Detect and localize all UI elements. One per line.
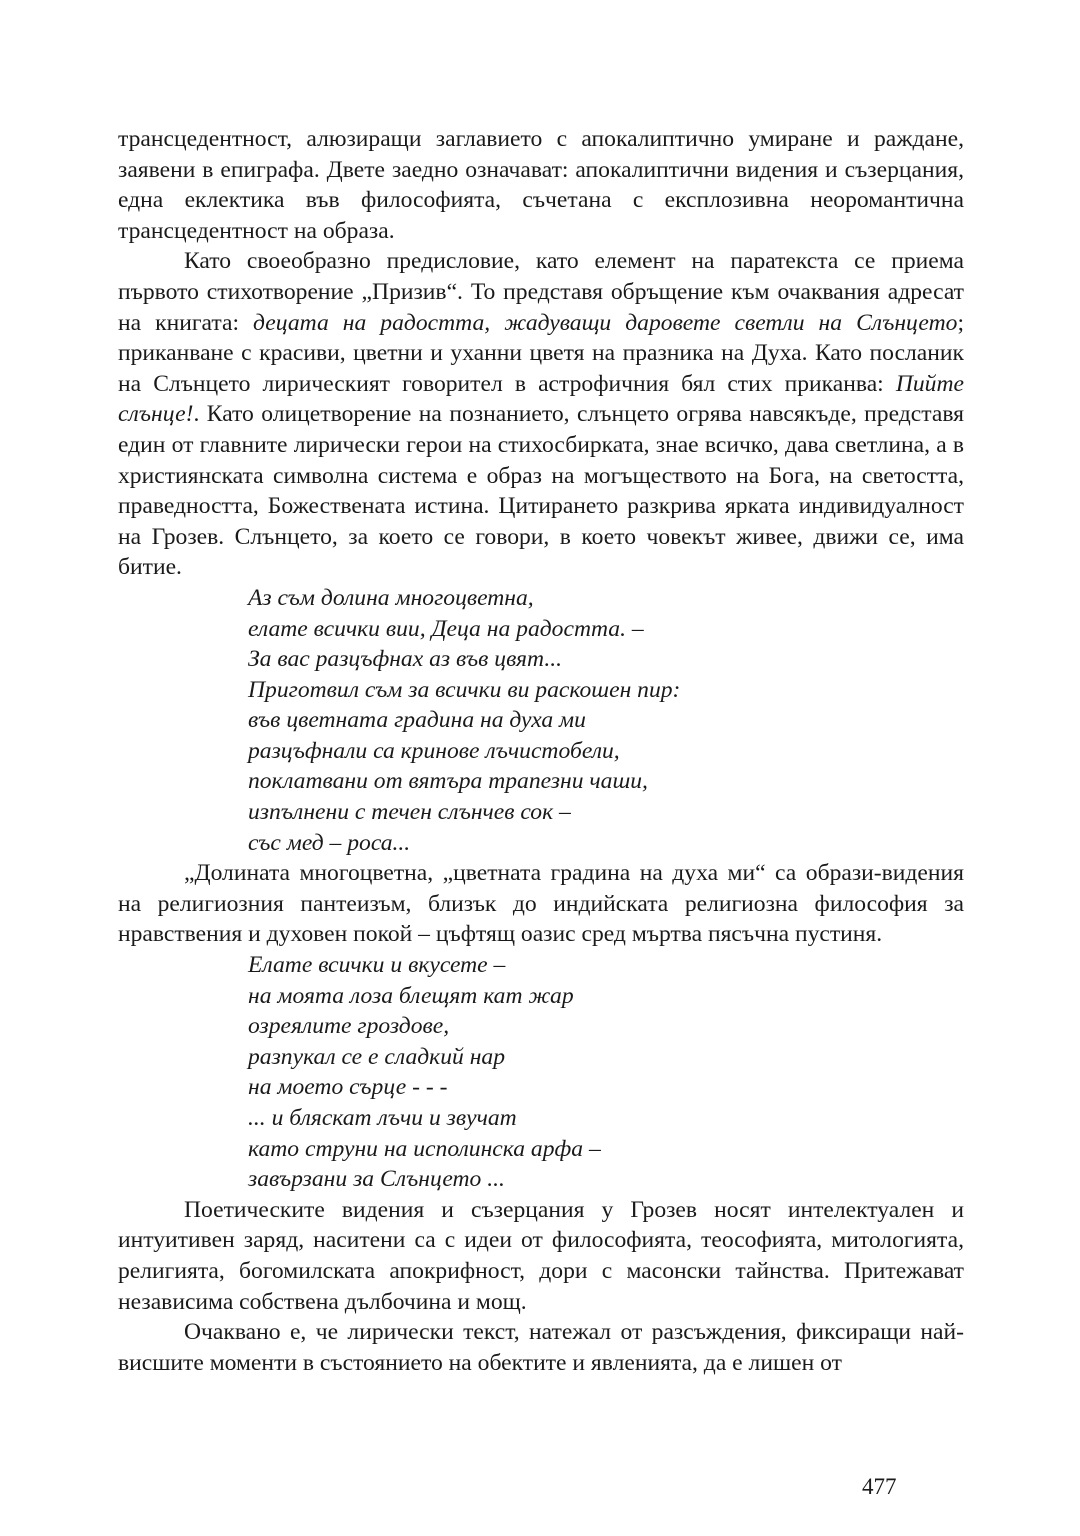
- poem-line: на моето сърце - - -: [248, 1074, 448, 1101]
- poem-line: разцъфнали са кринове лъчистобели,: [248, 737, 620, 764]
- paragraph-4: Поетическите видения и съзерцания у Грозев носят интелектуален и интуитивен заряд, наситени са с идеи от философията, теософията, митологията, религията, богомилската апокрифност, дори с масонски тайнства. Притежават независима собствена дълбочина и мощ.: [118, 1196, 964, 1315]
- paragraph-2-text-b: ; приканване с красиви, цветни и уханни цветя на празника на Духа. Като посланик на Слънцето лирическият говорител в астрофичния бял стих приканва:: [118, 309, 964, 397]
- paragraph-2-text-c: . Като олицетворение на познанието, слънцето огрява навсякъде, представя един от главните лирически герои на стихосбирката, знае всичко, дава светлина, а в християнската символна система е образ на могъществото на Бога, на светостта, праведността, Божествената истина. Цитирането разкрива ярката индивидуалност на Грозев. Слънцето, за което се говори, в което човекът живее, движи се, има битие.: [118, 401, 964, 581]
- poem-line: ... и бляскат лъчи и звучат: [248, 1105, 517, 1131]
- paragraph-2: [118, 246, 964, 583]
- poem-line: разпукал се е сладкий нар: [248, 1043, 506, 1070]
- poem-quote-2: [248, 950, 964, 1195]
- body-text: [118, 124, 964, 1378]
- poem-line: Аз съм долина многоцветна,: [248, 584, 534, 611]
- poem-line: със мед – роса...: [248, 829, 411, 856]
- poem-line: изпълнени с течен слънчев сок –: [248, 799, 571, 826]
- poem-line: За вас разцъфнах аз във цвят...: [248, 646, 563, 673]
- poem-line: Приготвил съм за всички ви раскошен пир:: [248, 676, 681, 703]
- poem-line: на моята лоза блещят кат жар: [248, 982, 574, 1009]
- page-number: 477: [862, 1474, 897, 1499]
- poem-line: поклатвани от вятъра трапезни чаши,: [248, 768, 648, 795]
- poem-line: във цветната градина на духа ми: [248, 707, 586, 734]
- poem-line: Елате всички и вкусете –: [248, 952, 506, 979]
- poem-line: завързани за Слънцето ...: [248, 1166, 505, 1193]
- paragraph-2-quote-b: Пийте слънце!: [118, 370, 964, 428]
- poem-line: елате всички вии, Деца на радостта. –: [248, 615, 644, 642]
- paragraph-2-quote-a: децата на радостта, жадуващи даровете светли на Слънцето: [253, 309, 958, 336]
- paragraph-1: трансцедентност, алюзиращи заглавието с апокалиптично умиране и раждане, заявени в епиграфа. Двете заедно означават: апокалиптични видения и съзерцания, една еклектика във философията, съчетана с експлозивна неоромантична трансцедентност на образа.: [118, 126, 964, 244]
- poem-quote-1: [248, 583, 964, 858]
- paragraph-3: „Долината многоцветна, „цветната градина на духа ми“ са образи-видения на религиозния пантеизъм, близък до индийската религиозна философия за нравствения и духовен покой – цъфтящ оазис сред мъртва пясъчна пустиня.: [118, 860, 964, 948]
- poem-line: озреялите гроздове,: [248, 1013, 450, 1040]
- paragraph-5: Очаквано е, че лирически текст, натежал от разсъждения, фиксиращи най-висшите моменти в състоянието на обектите и явленията, да е лишен от: [118, 1319, 964, 1376]
- paragraph-2-text-a: Като своеобразно предисловие, като елемент на паратекста се приема първото стихотворение „Призив“. То представя обръщение към очаквания адресат на книгата:: [118, 248, 964, 336]
- poem-line: като струни на исполинска арфа –: [248, 1135, 601, 1162]
